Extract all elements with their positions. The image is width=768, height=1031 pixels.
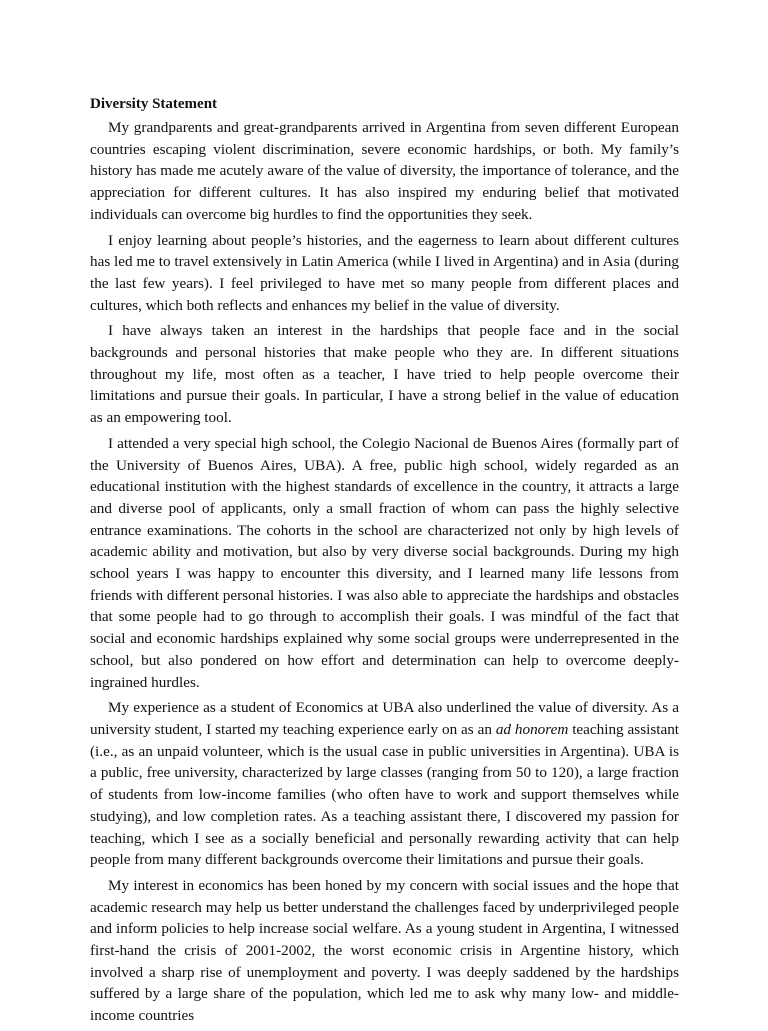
paragraph-2: I enjoy learning about people’s histories, and the eagerness to learn about different cultures has led me to travel extensively in Latin America (while I lived in Argentina) and in Asia (during the last few years). I feel privileged to have met so many people from different places and cultures, which both reflects and enhances my belief in the value of diversity. <box>90 231 679 314</box>
paragraph-5-italic-phrase: ad honorem <box>495 720 569 738</box>
paragraph-5-text-after: teaching assistant (i.e., as an unpaid volunteer, which is the usual case in public universities in Argentina). UBA is a public, free university, characterized by large classes (ranging from 50 to 120), a large fraction of students from low-income families (who often have to work and support themselves while studying), and low completion rates. As a teaching assistant there, I discovered my passion for teaching, which I see as a socially beneficial and personally rewarding activity that can help people from many different backgrounds overcome their limitations and pursue their goals. <box>90 720 680 869</box>
paragraph-5 <box>90 697 679 871</box>
paragraph-6: My interest in economics has been honed by my concern with social issues and the hope that academic research may help us better understand the challenges faced by underprivileged people and inform policies to help increase social welfare. As a young student in Argentina, I witnessed first-hand the crisis of 2001-2002, the worst economic crisis in Argentine history, which involved a sharp rise of unemployment and poverty. I was deeply saddened by the hardships suffered by a large share of the population, which led me to ask why many low- and middle-income countries <box>90 876 679 1025</box>
paragraph-1: My grandparents and great-grandparents arrived in Argentina from seven different European countries escaping violent discrimination, severe economic hardships, or both. My family’s history has made me acutely aware of the value of diversity, the importance of tolerance, and the appreciation for different cultures. It has also inspired my enduring belief that motivated individuals can overcome big hurdles to find the opportunities they seek. <box>90 119 679 223</box>
document-title: Diversity Statement <box>90 96 218 112</box>
document-body <box>90 93 679 1031</box>
paragraph-3: I have always taken an interest in the hardships that people face and in the social backgrounds and personal histories that make people who they are. In different situations throughout my life, most often as a teacher, I have tried to help people overcome their limitations and pursue their goals. In particular, I have a strong belief in the value of education as an empowering tool. <box>90 322 679 427</box>
paragraph-5-text-before: My experience as a student of Economics at UBA also underlined the value of diversity. As a university student, I started my teaching experience early on as an <box>90 699 679 738</box>
paragraph-4: I attended a very special high school, the Colegio Nacional de Buenos Aires (formally part of the University of Buenos Aires, UBA). A free, public high school, widely regarded as an educational institution with the highest standards of excellence in the country, it attracts a large and diverse pool of applicants, only a small fraction of whom can pass the highly selective entrance examinations. The cohorts in the school are characterized not only by high levels of academic ability and motivation, but also by very diverse social backgrounds. During my high school years I was happy to encounter this diversity, and I learned many life lessons from friends with different personal histories. I was also able to appreciate the hardships and obstacles that some people had to go through to accomplish their goals. I was mindful of the fact that social and economic hardships explained why some social groups were underrepresented in the school, but also pondered on how effort and determination can help to overcome deeply-ingrained hurdles. <box>90 434 679 691</box>
